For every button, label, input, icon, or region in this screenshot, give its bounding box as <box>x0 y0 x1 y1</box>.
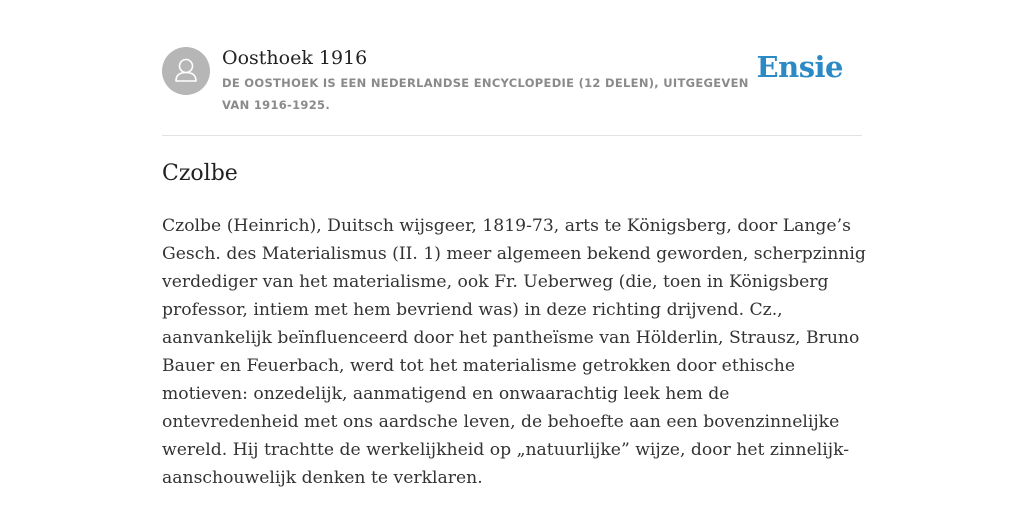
header-divider <box>162 135 862 136</box>
avatar[interactable] <box>162 47 210 95</box>
source-info <box>222 44 762 116</box>
ensie-logo[interactable]: Ensie <box>756 50 843 84</box>
user-icon <box>162 47 210 95</box>
article-body: Czolbe (Heinrich), Duitsch wijsgeer, 1819-73, arts te Königsberg, door Lange’s Gesch. des Materialismus (II. 1) meer algemeen bekend geworden, scherpzinnig verdediger van het materialisme, ook Fr. Ueberweg (die, toen in Königsberg professor, intiem met hem bevriend was) in deze richting drijvend. Cz., aanvankelijk beïnfluenceerd door het pantheïsme van Hölderlin, Strausz, Bruno Bauer en Feuerbach, werd tot het materialisme getrokken door ethische motieven: onzedelijk, aanmatigend en onwaarachtig leek hem de ontevredenheid met ons aardsche leven, de behoefte aan een bovenzinnelijke wereld. Hij trachtte de werkelijkheid op „natuurlijke” wijze, door het zinnelijk-aanschouwelijk denken te verklaren. <box>162 216 866 488</box>
source-title[interactable]: Oosthoek 1916 <box>222 47 368 69</box>
article-title: Czolbe <box>162 161 238 186</box>
source-description: DE OOSTHOEK IS EEN NEDERLANDSE ENCYCLOPEDIE (12 DELEN), UITGEGEVEN VAN 1916-1925. <box>222 76 749 112</box>
source-header <box>162 44 862 124</box>
